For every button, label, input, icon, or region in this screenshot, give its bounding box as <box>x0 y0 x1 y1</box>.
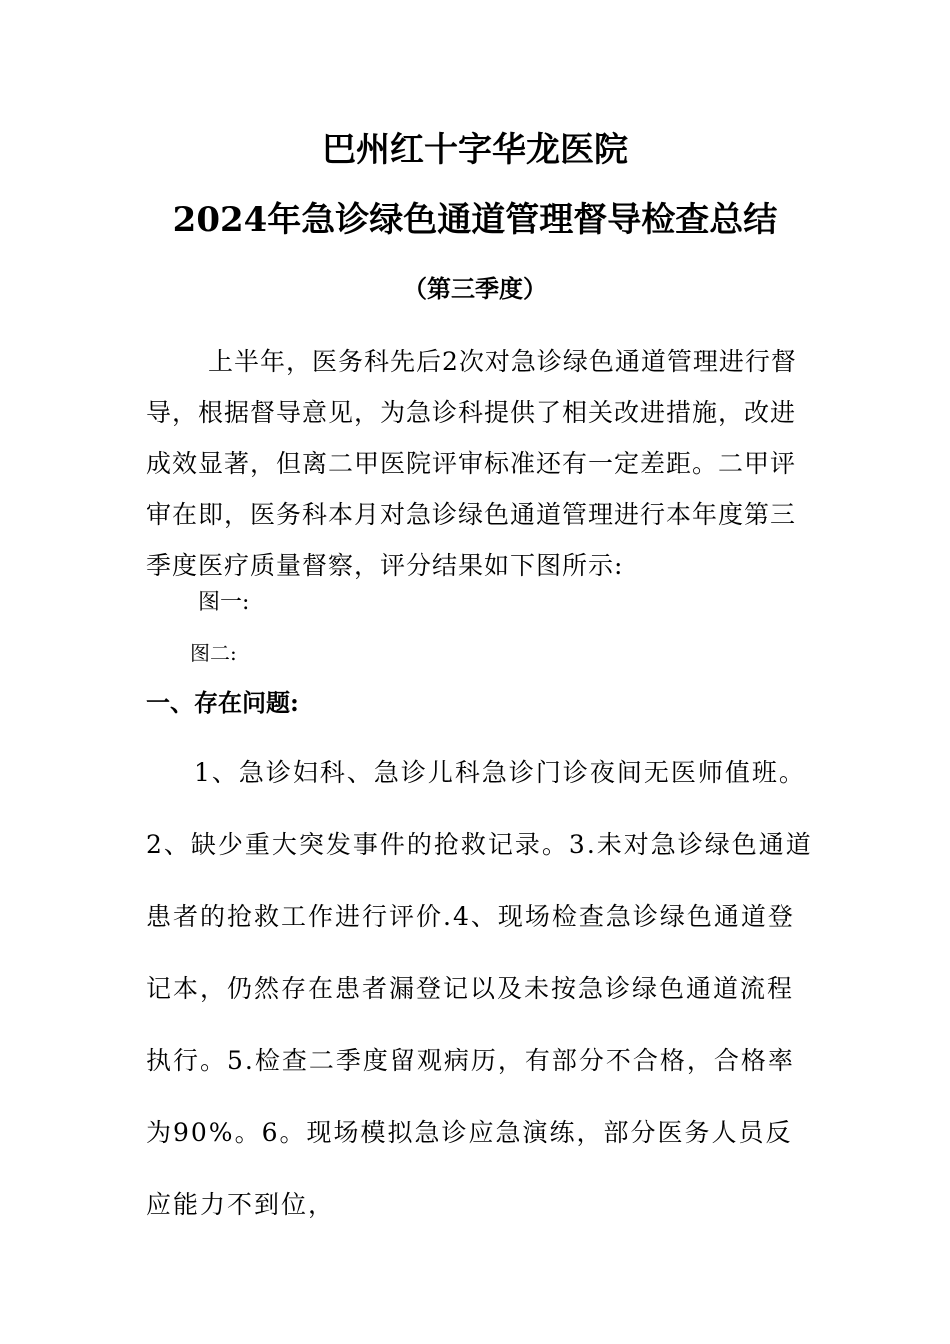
report-title: 2024年急诊绿色通道管理督导检查总结 <box>172 200 778 240</box>
hospital-title: 巴州红十字华龙医院 <box>322 130 628 170</box>
figure-1-label: 图一: <box>198 590 250 615</box>
intro-paragraph: 上半年，医务科先后2次对急诊绿色通道管理进行督导，根据督导意见，为急诊科提供了相关改进措施，改进成效显著，但离二甲医院评审标准还有一定差距。二甲评审在即，医务科本月对急诊绿色通道管理进行本年度第三季度医疗质量督察，评分结果如下图所示: <box>146 347 797 580</box>
problems-paragraph: 1、急诊妇科、急诊儿科急诊门诊夜间无医师值班。2、缺少重大突发事件的抢救记录。3.未对急诊绿色通道患者的抢救工作进行评价.4、现场检查急诊绿色通道登记本，仍然存在患者漏登记以及未按急诊绿色通道流程执行。5.检查二季度留观病历，有部分不合格，合格率为90%。6。现场模拟急诊应急演练，部分医务人员反应能力不到位， <box>146 758 813 1219</box>
section-heading-problems: 一、存在问题: <box>146 688 299 717</box>
quarter-subtitle: （第三季度） <box>403 274 547 303</box>
figure-2-label: 图二: <box>190 641 237 665</box>
